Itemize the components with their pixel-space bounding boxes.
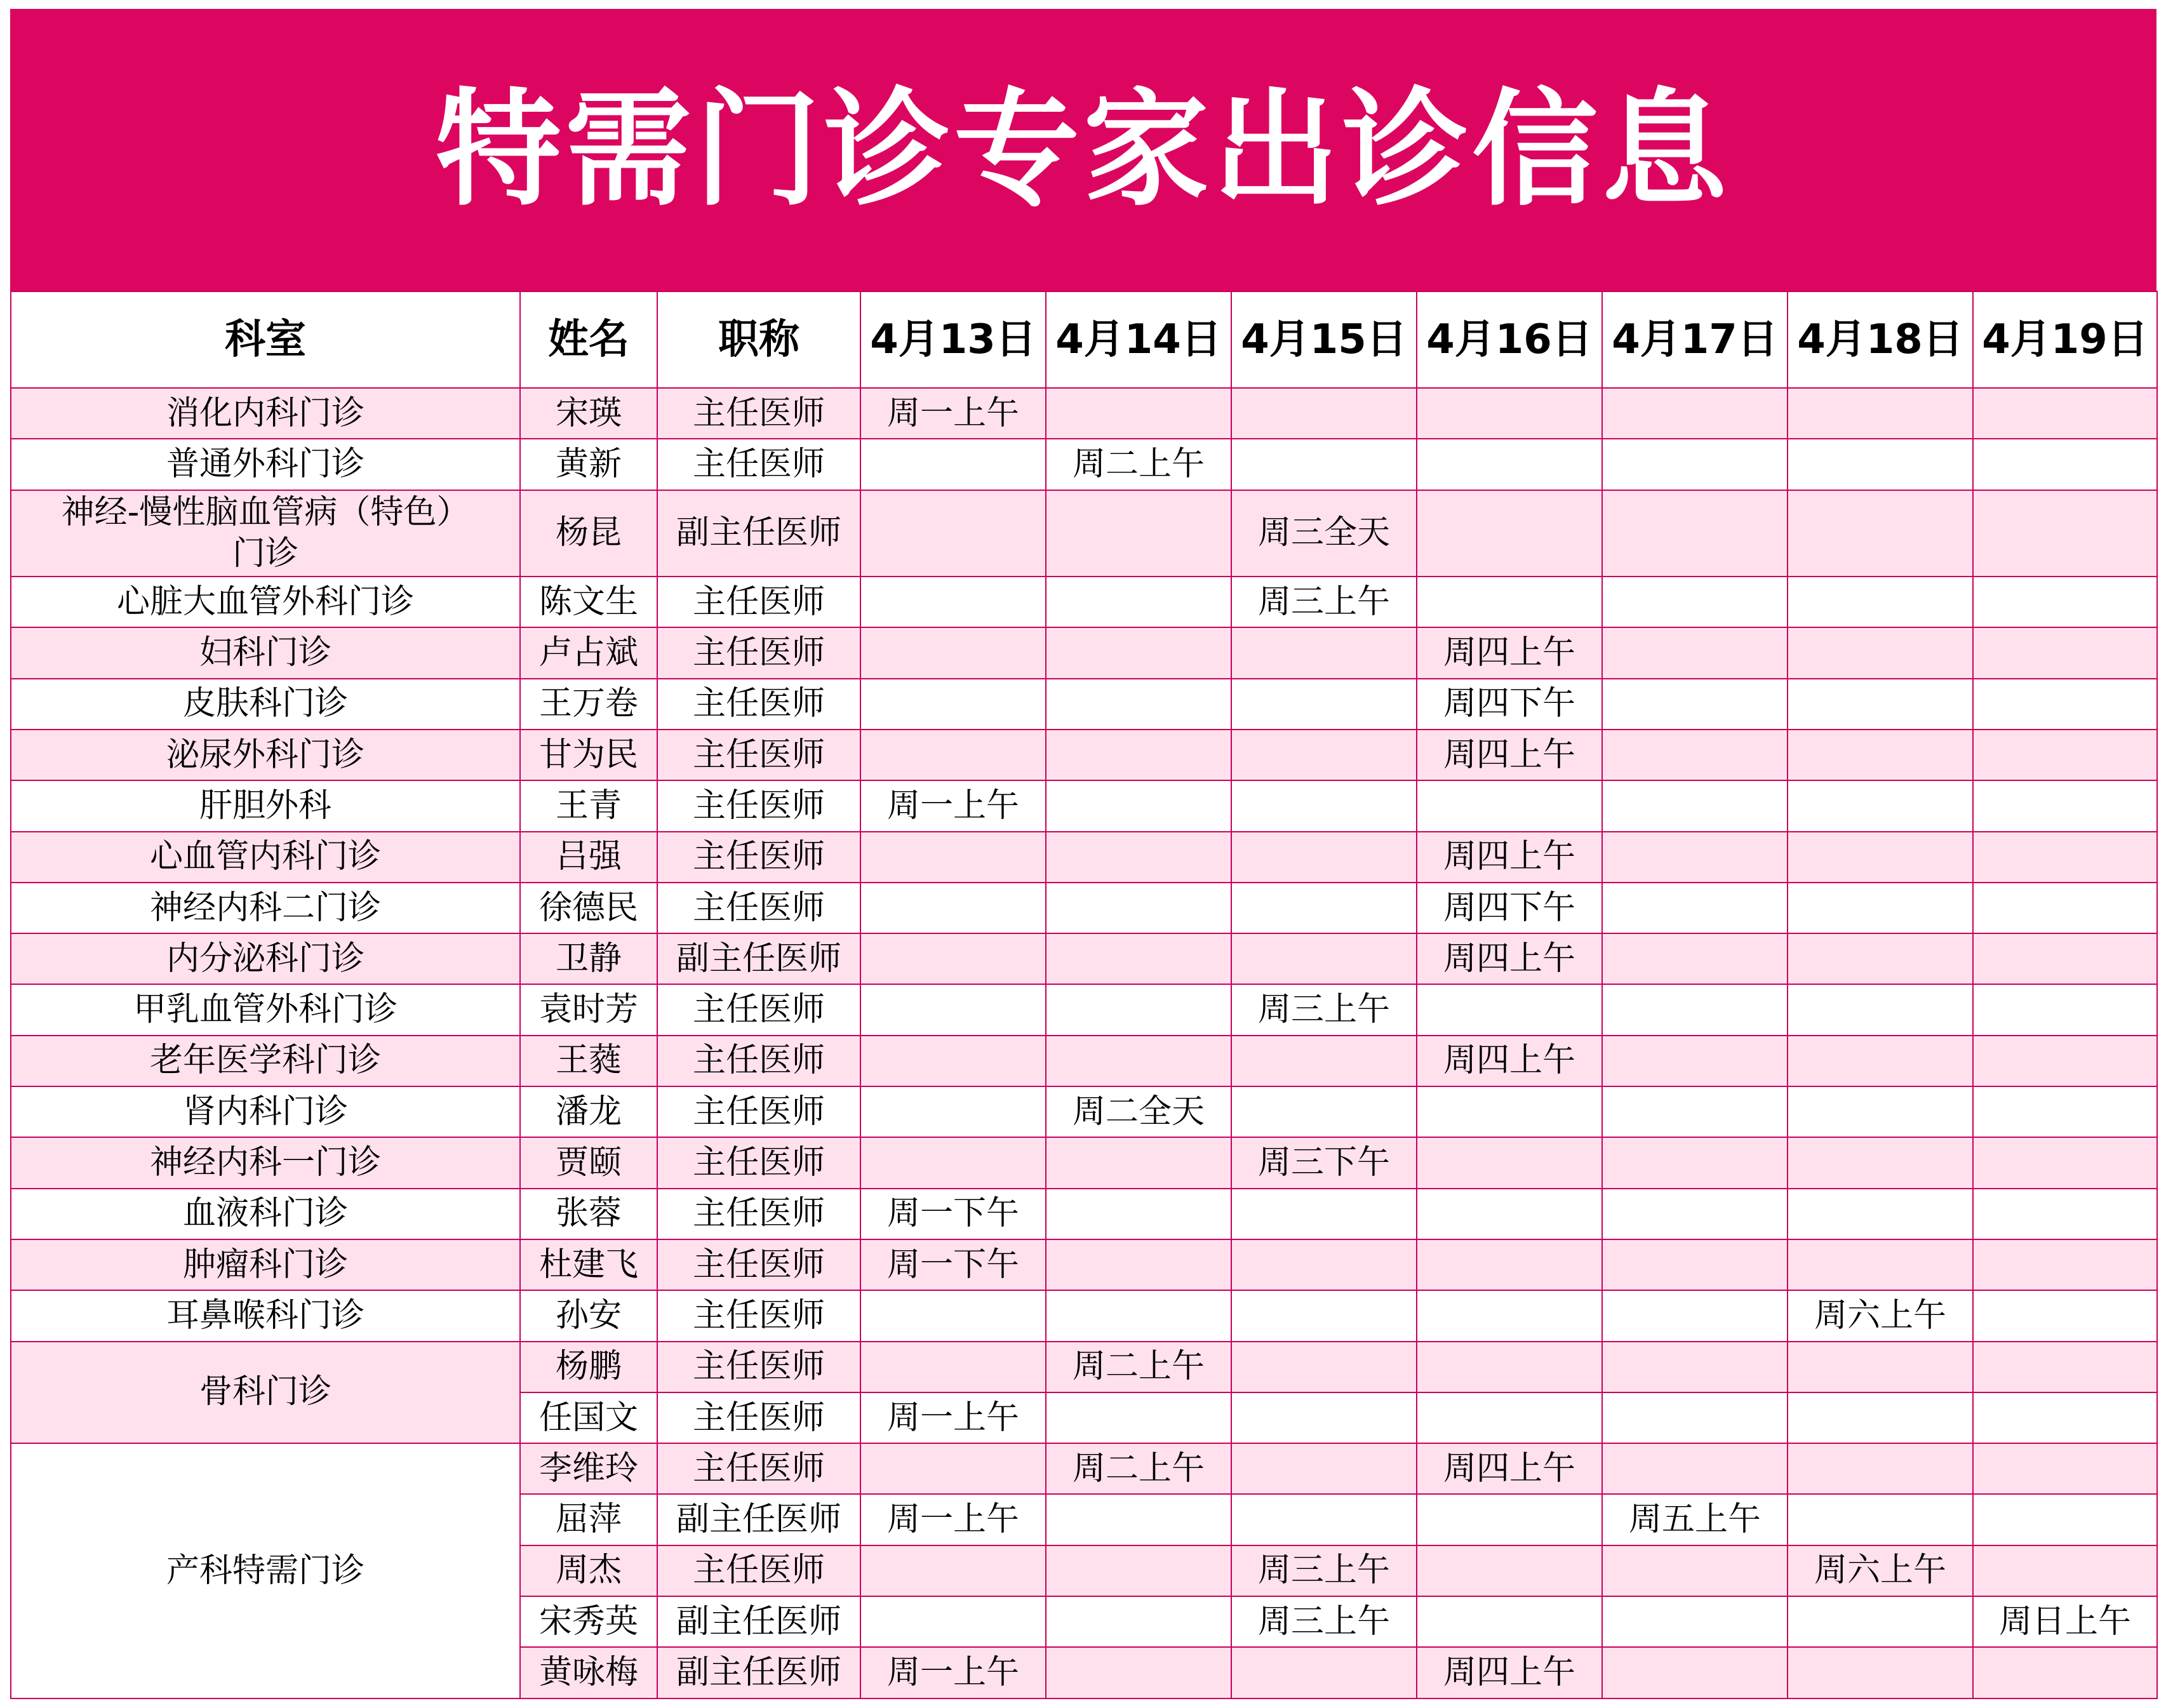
schedule-cell xyxy=(1973,1239,2157,1290)
schedule-cell xyxy=(1602,1239,1788,1290)
table-row xyxy=(11,577,2157,627)
schedule-cell xyxy=(1602,1036,1788,1086)
schedule-table xyxy=(10,291,2158,1699)
schedule-cell xyxy=(1602,984,1788,1035)
table-row xyxy=(11,933,2157,984)
schedule-cell xyxy=(1973,780,2157,831)
schedule-cell xyxy=(1602,832,1788,883)
schedule-cell xyxy=(1231,1392,1417,1443)
doctor-name-cell: 孙安 xyxy=(520,1290,657,1341)
schedule-cell xyxy=(1046,1239,1231,1290)
schedule-cell xyxy=(1046,1647,1231,1698)
doctor-name-cell: 吕强 xyxy=(520,832,657,883)
schedule-cell xyxy=(1417,1342,1602,1392)
schedule-cell xyxy=(1602,730,1788,780)
dept-cell: 皮肤科门诊 xyxy=(11,679,520,730)
dept-cell: 神经-慢性脑血管病（特色）门诊 xyxy=(11,490,520,577)
schedule-cell: 周日上午 xyxy=(1973,1596,2157,1647)
schedule-cell xyxy=(1973,984,2157,1035)
schedule-cell xyxy=(1788,388,1973,439)
schedule-cell xyxy=(1417,1086,1602,1137)
schedule-cell xyxy=(1602,1596,1788,1647)
schedule-cell xyxy=(1788,1443,1973,1494)
schedule-cell xyxy=(860,883,1046,933)
header-dept: 科室 xyxy=(11,291,520,388)
table-row xyxy=(11,1189,2157,1239)
schedule-cell xyxy=(1788,627,1973,678)
doctor-title-cell: 主任医师 xyxy=(657,1545,860,1596)
schedule-cell xyxy=(1046,577,1231,627)
schedule-cell: 周二上午 xyxy=(1046,439,1231,490)
doctor-title-cell: 主任医师 xyxy=(657,577,860,627)
dept-cell: 妇科门诊 xyxy=(11,627,520,678)
schedule-cell xyxy=(1602,1086,1788,1137)
schedule-cell xyxy=(1973,1443,2157,1494)
schedule-cell xyxy=(1973,1392,2157,1443)
schedule-cell: 周三上午 xyxy=(1231,577,1417,627)
doctor-title-cell: 主任医师 xyxy=(657,883,860,933)
schedule-cell: 周三上午 xyxy=(1231,1545,1417,1596)
schedule-cell xyxy=(860,1342,1046,1392)
doctor-name-cell: 卫静 xyxy=(520,933,657,984)
dept-cell: 普通外科门诊 xyxy=(11,439,520,490)
schedule-cell xyxy=(1788,439,1973,490)
table-row xyxy=(11,1443,2157,1494)
schedule-cell: 周三全天 xyxy=(1231,490,1417,577)
schedule-cell xyxy=(1788,832,1973,883)
schedule-cell xyxy=(1602,490,1788,577)
doctor-title-cell: 主任医师 xyxy=(657,1189,860,1239)
schedule-cell xyxy=(1788,1342,1973,1392)
schedule-cell xyxy=(860,490,1046,577)
schedule-cell: 周一上午 xyxy=(860,780,1046,831)
header-title: 职称 xyxy=(657,291,860,388)
dept-cell: 心脏大血管外科门诊 xyxy=(11,577,520,627)
schedule-cell xyxy=(1417,439,1602,490)
table-row xyxy=(11,1342,2157,1392)
schedule-cell xyxy=(1788,1086,1973,1137)
doctor-title-cell: 主任医师 xyxy=(657,1086,860,1137)
schedule-cell xyxy=(1046,490,1231,577)
schedule-cell xyxy=(860,439,1046,490)
table-row xyxy=(11,627,2157,678)
schedule-cell xyxy=(1602,1290,1788,1341)
schedule-cell xyxy=(1231,1036,1417,1086)
schedule-cell xyxy=(860,1290,1046,1341)
table-row xyxy=(11,984,2157,1035)
doctor-title-cell: 副主任医师 xyxy=(657,1494,860,1545)
doctor-name-cell: 张蓉 xyxy=(520,1189,657,1239)
schedule-cell: 周三上午 xyxy=(1231,1596,1417,1647)
schedule-cell xyxy=(1046,1290,1231,1341)
schedule-cell xyxy=(1788,490,1973,577)
schedule-cell xyxy=(1231,883,1417,933)
schedule-cell: 周四下午 xyxy=(1417,679,1602,730)
header-date-0419: 4月19日 xyxy=(1973,291,2157,388)
doctor-title-cell: 主任医师 xyxy=(657,1137,860,1188)
schedule-cell xyxy=(1417,1290,1602,1341)
schedule-cell xyxy=(1602,679,1788,730)
schedule-cell: 周一下午 xyxy=(860,1189,1046,1239)
schedule-cell xyxy=(1417,577,1602,627)
schedule-cell xyxy=(1231,1342,1417,1392)
schedule-cell xyxy=(1046,730,1231,780)
schedule-cell xyxy=(1046,1189,1231,1239)
doctor-name-cell: 黄新 xyxy=(520,439,657,490)
header-date-0416: 4月16日 xyxy=(1417,291,1602,388)
schedule-cell xyxy=(1973,679,2157,730)
doctor-name-cell: 王蕤 xyxy=(520,1036,657,1086)
schedule-cell: 周三上午 xyxy=(1231,984,1417,1035)
schedule-cell xyxy=(1417,984,1602,1035)
schedule-cell xyxy=(860,730,1046,780)
doctor-title-cell: 副主任医师 xyxy=(657,933,860,984)
schedule-cell xyxy=(1046,1494,1231,1545)
schedule-cell xyxy=(1788,883,1973,933)
doctor-name-cell: 李维玲 xyxy=(520,1443,657,1494)
doctor-title-cell: 副主任医师 xyxy=(657,490,860,577)
schedule-cell xyxy=(1973,883,2157,933)
dept-cell: 老年医学科门诊 xyxy=(11,1036,520,1086)
table-row xyxy=(11,1137,2157,1188)
doctor-title-cell: 主任医师 xyxy=(657,1239,860,1290)
dept-cell: 骨科门诊 xyxy=(11,1342,520,1444)
schedule-cell: 周四上午 xyxy=(1417,933,1602,984)
schedule-cell xyxy=(1046,1137,1231,1188)
schedule-cell xyxy=(1788,679,1973,730)
schedule-cell xyxy=(1973,832,2157,883)
schedule-cell xyxy=(860,577,1046,627)
dept-cell: 肝胆外科 xyxy=(11,780,520,831)
schedule-cell xyxy=(1973,577,2157,627)
schedule-cell xyxy=(1417,780,1602,831)
schedule-cell xyxy=(860,1137,1046,1188)
doctor-title-cell: 主任医师 xyxy=(657,1443,860,1494)
schedule-cell xyxy=(1046,627,1231,678)
dept-cell: 泌尿外科门诊 xyxy=(11,730,520,780)
doctor-title-cell: 主任医师 xyxy=(657,388,860,439)
header-name: 姓名 xyxy=(520,291,657,388)
doctor-name-cell: 贾颐 xyxy=(520,1137,657,1188)
header-date-0417: 4月17日 xyxy=(1602,291,1788,388)
schedule-cell: 周三下午 xyxy=(1231,1137,1417,1188)
doctor-title-cell: 主任医师 xyxy=(657,984,860,1035)
schedule-cell xyxy=(1602,577,1788,627)
schedule-cell: 周四上午 xyxy=(1417,730,1602,780)
doctor-name-cell: 周杰 xyxy=(520,1545,657,1596)
doctor-title-cell: 副主任医师 xyxy=(657,1647,860,1698)
schedule-cell xyxy=(1417,1137,1602,1188)
schedule-cell xyxy=(1046,1392,1231,1443)
schedule-cell xyxy=(1046,1596,1231,1647)
schedule-cell xyxy=(1231,627,1417,678)
schedule-cell: 周四上午 xyxy=(1417,832,1602,883)
schedule-cell xyxy=(1788,1647,1973,1698)
schedule-cell xyxy=(1231,439,1417,490)
schedule-cell xyxy=(1973,1342,2157,1392)
schedule-cell xyxy=(1973,439,2157,490)
schedule-cell: 周二上午 xyxy=(1046,1342,1231,1392)
schedule-cell: 周一下午 xyxy=(860,1239,1046,1290)
doctor-title-cell: 主任医师 xyxy=(657,1342,860,1392)
schedule-cell xyxy=(1788,984,1973,1035)
table-row xyxy=(11,439,2157,490)
schedule-cell xyxy=(1417,1392,1602,1443)
schedule-cell: 周四下午 xyxy=(1417,883,1602,933)
doctor-title-cell: 主任医师 xyxy=(657,780,860,831)
table-row xyxy=(11,832,2157,883)
dept-cell: 心血管内科门诊 xyxy=(11,832,520,883)
schedule-cell xyxy=(1231,1086,1417,1137)
schedule-cell xyxy=(1788,1494,1973,1545)
schedule-cell xyxy=(1602,1342,1788,1392)
schedule-cell xyxy=(1046,883,1231,933)
schedule-cell xyxy=(1973,1290,2157,1341)
doctor-name-cell: 宋秀英 xyxy=(520,1596,657,1647)
schedule-cell xyxy=(1602,933,1788,984)
schedule-cell xyxy=(1788,933,1973,984)
schedule-cell xyxy=(1788,1189,1973,1239)
schedule-cell: 周六上午 xyxy=(1788,1545,1973,1596)
schedule-cell xyxy=(860,984,1046,1035)
schedule-cell xyxy=(1973,1086,2157,1137)
schedule-cell xyxy=(1231,1443,1417,1494)
title-banner xyxy=(10,9,2156,291)
doctor-name-cell: 宋瑛 xyxy=(520,388,657,439)
table-row xyxy=(11,883,2157,933)
table-row xyxy=(11,1239,2157,1290)
schedule-cell xyxy=(860,1443,1046,1494)
doctor-name-cell: 黄咏梅 xyxy=(520,1647,657,1698)
table-row xyxy=(11,1036,2157,1086)
schedule-cell xyxy=(1602,627,1788,678)
schedule-cell xyxy=(1973,933,2157,984)
dept-cell: 消化内科门诊 xyxy=(11,388,520,439)
doctor-title-cell: 主任医师 xyxy=(657,627,860,678)
schedule-cell xyxy=(1046,832,1231,883)
schedule-cell xyxy=(1417,1596,1602,1647)
schedule-cell xyxy=(1231,1239,1417,1290)
schedule-cell xyxy=(1602,883,1788,933)
dept-cell: 甲乳血管外科门诊 xyxy=(11,984,520,1035)
schedule-cell xyxy=(1602,1392,1788,1443)
schedule-cell xyxy=(1231,1494,1417,1545)
header-date-0414: 4月14日 xyxy=(1046,291,1231,388)
schedule-cell xyxy=(860,1545,1046,1596)
doctor-name-cell: 潘龙 xyxy=(520,1086,657,1137)
schedule-cell: 周六上午 xyxy=(1788,1290,1973,1341)
schedule-cell xyxy=(1602,439,1788,490)
schedule-cell xyxy=(1788,780,1973,831)
table-row xyxy=(11,780,2157,831)
schedule-cell: 周一上午 xyxy=(860,1494,1046,1545)
schedule-cell xyxy=(860,832,1046,883)
doctor-title-cell: 主任医师 xyxy=(657,730,860,780)
schedule-cell xyxy=(1417,388,1602,439)
doctor-name-cell: 袁时芳 xyxy=(520,984,657,1035)
schedule-cell xyxy=(1602,1189,1788,1239)
schedule-cell xyxy=(1417,1494,1602,1545)
schedule-cell xyxy=(1788,730,1973,780)
dept-cell: 产科特需门诊 xyxy=(11,1443,520,1698)
schedule-cell xyxy=(1231,679,1417,730)
table-row xyxy=(11,730,2157,780)
doctor-name-cell: 王青 xyxy=(520,780,657,831)
table-row xyxy=(11,1290,2157,1341)
doctor-title-cell: 主任医师 xyxy=(657,1392,860,1443)
doctor-name-cell: 甘为民 xyxy=(520,730,657,780)
schedule-cell xyxy=(1973,1189,2157,1239)
schedule-cell xyxy=(1231,1647,1417,1698)
dept-cell: 内分泌科门诊 xyxy=(11,933,520,984)
schedule-cell xyxy=(1602,780,1788,831)
schedule-cell xyxy=(1602,1647,1788,1698)
doctor-name-cell: 任国文 xyxy=(520,1392,657,1443)
doctor-name-cell: 卢占斌 xyxy=(520,627,657,678)
doctor-title-cell: 副主任医师 xyxy=(657,1596,860,1647)
schedule-cell xyxy=(1602,1545,1788,1596)
schedule-cell xyxy=(1046,388,1231,439)
schedule-cell xyxy=(860,933,1046,984)
schedule-cell: 周二上午 xyxy=(1046,1443,1231,1494)
table-row xyxy=(11,388,2157,439)
schedule-cell xyxy=(860,679,1046,730)
dept-cell: 耳鼻喉科门诊 xyxy=(11,1290,520,1341)
schedule-cell xyxy=(1046,679,1231,730)
schedule-cell xyxy=(1417,1239,1602,1290)
header-row xyxy=(11,291,2157,388)
header-date-0415: 4月15日 xyxy=(1231,291,1417,388)
schedule-cell: 周一上午 xyxy=(860,388,1046,439)
schedule-cell xyxy=(1973,1647,2157,1698)
schedule-cell: 周四上午 xyxy=(1417,1443,1602,1494)
schedule-cell xyxy=(860,1596,1046,1647)
schedule-cell xyxy=(1231,1189,1417,1239)
schedule-cell xyxy=(1231,832,1417,883)
doctor-name-cell: 陈文生 xyxy=(520,577,657,627)
schedule-cell xyxy=(1973,1036,2157,1086)
dept-cell: 肿瘤科门诊 xyxy=(11,1239,520,1290)
schedule-cell xyxy=(1231,1290,1417,1341)
doctor-name-cell: 杨昆 xyxy=(520,490,657,577)
schedule-cell: 周二全天 xyxy=(1046,1086,1231,1137)
schedule-cell xyxy=(1788,1392,1973,1443)
schedule-cell xyxy=(1973,1494,2157,1545)
schedule-cell xyxy=(1231,388,1417,439)
schedule-cell xyxy=(1046,984,1231,1035)
table-row xyxy=(11,1086,2157,1137)
doctor-title-cell: 主任医师 xyxy=(657,1036,860,1086)
doctor-name-cell: 王万卷 xyxy=(520,679,657,730)
schedule-cell xyxy=(860,1086,1046,1137)
schedule-cell xyxy=(1973,730,2157,780)
schedule-cell xyxy=(1046,1545,1231,1596)
schedule-cell xyxy=(1788,1036,1973,1086)
schedule-cell xyxy=(1973,388,2157,439)
schedule-cell xyxy=(1602,1137,1788,1188)
schedule-cell: 周四上午 xyxy=(1417,1036,1602,1086)
doctor-title-cell: 主任医师 xyxy=(657,832,860,883)
schedule-cell: 周四上午 xyxy=(1417,1647,1602,1698)
schedule-cell xyxy=(1417,1189,1602,1239)
doctor-name-cell: 杨鹏 xyxy=(520,1342,657,1392)
schedule-cell: 周五上午 xyxy=(1602,1494,1788,1545)
schedule-cell xyxy=(1973,490,2157,577)
schedule-cell xyxy=(860,627,1046,678)
schedule-cell: 周四上午 xyxy=(1417,627,1602,678)
doctor-name-cell: 杜建飞 xyxy=(520,1239,657,1290)
schedule-cell xyxy=(1788,1596,1973,1647)
schedule-cell xyxy=(1046,1036,1231,1086)
doctor-name-cell: 徐德民 xyxy=(520,883,657,933)
schedule-cell xyxy=(1602,1443,1788,1494)
schedule-cell xyxy=(1046,933,1231,984)
schedule-cell xyxy=(1231,730,1417,780)
schedule-cell xyxy=(1788,1137,1973,1188)
schedule-cell xyxy=(1417,490,1602,577)
doctor-title-cell: 主任医师 xyxy=(657,679,860,730)
dept-cell: 神经内科二门诊 xyxy=(11,883,520,933)
schedule-cell xyxy=(1231,933,1417,984)
schedule-cell xyxy=(1231,780,1417,831)
dept-cell: 神经内科一门诊 xyxy=(11,1137,520,1188)
table-row xyxy=(11,490,2157,577)
doctor-title-cell: 主任医师 xyxy=(657,439,860,490)
schedule-cell: 周一上午 xyxy=(860,1647,1046,1698)
schedule-cell xyxy=(1602,388,1788,439)
table-row xyxy=(11,679,2157,730)
doctor-name-cell: 屈萍 xyxy=(520,1494,657,1545)
doctor-title-cell: 主任医师 xyxy=(657,1290,860,1341)
header-date-0413: 4月13日 xyxy=(860,291,1046,388)
page-title: 特需门诊专家出诊信息 xyxy=(436,76,1731,223)
dept-cell: 血液科门诊 xyxy=(11,1189,520,1239)
schedule-cell xyxy=(1788,577,1973,627)
schedule-cell: 周一上午 xyxy=(860,1392,1046,1443)
schedule-cell xyxy=(860,1036,1046,1086)
schedule-cell xyxy=(1973,627,2157,678)
header-date-0418: 4月18日 xyxy=(1788,291,1973,388)
dept-cell: 肾内科门诊 xyxy=(11,1086,520,1137)
schedule-cell xyxy=(1973,1137,2157,1188)
schedule-cell xyxy=(1417,1545,1602,1596)
schedule-cell xyxy=(1046,780,1231,831)
schedule-cell xyxy=(1973,1545,2157,1596)
schedule-cell xyxy=(1788,1239,1973,1290)
